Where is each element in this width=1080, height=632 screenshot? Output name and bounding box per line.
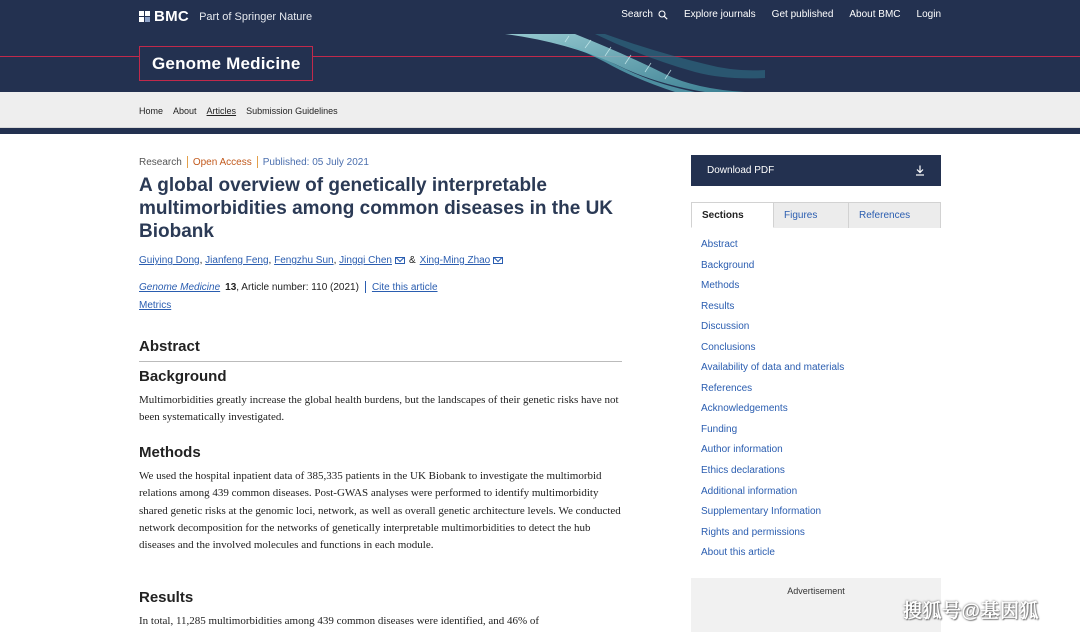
email-icon[interactable] bbox=[493, 257, 503, 264]
brand-tagline[interactable]: Part of Springer Nature bbox=[199, 10, 313, 23]
article-title: A global overview of genetically interpretable multimorbidities among common diseases in the UK Biobank bbox=[139, 175, 614, 242]
toc-item-about-article[interactable]: About this article bbox=[701, 547, 775, 559]
abstract-heading: Abstract bbox=[139, 338, 200, 355]
author-ampersand: & bbox=[408, 255, 416, 266]
toc-item-conclusions[interactable]: Conclusions bbox=[701, 341, 756, 353]
subnav-articles[interactable]: Articles bbox=[206, 106, 237, 116]
email-icon[interactable] bbox=[395, 257, 405, 264]
toc-item-rights[interactable]: Rights and permissions bbox=[701, 526, 805, 538]
cite-this-article-link[interactable]: Cite this article bbox=[371, 281, 438, 293]
toc-item-supplementary[interactable]: Supplementary Information bbox=[701, 506, 822, 518]
meta-divider bbox=[257, 156, 258, 168]
toc-item-acknowledgements[interactable]: Acknowledgements bbox=[701, 403, 788, 415]
abstract-divider bbox=[139, 361, 622, 362]
methods-heading: Methods bbox=[139, 444, 201, 461]
subnav-home[interactable]: Home bbox=[139, 106, 164, 116]
explore-journals-link[interactable]: Explore journals bbox=[683, 9, 756, 20]
article-meta bbox=[139, 156, 369, 168]
author-link[interactable]: Guiying Dong bbox=[139, 255, 200, 266]
brand[interactable] bbox=[139, 8, 312, 25]
results-heading: Results bbox=[139, 589, 194, 606]
top-nav bbox=[605, 9, 941, 20]
tab-references[interactable]: References bbox=[849, 202, 941, 228]
published-date: Published: 05 July 2021 bbox=[262, 156, 369, 168]
open-access-badge: Open Access bbox=[192, 156, 252, 168]
author-list: Guiying Dong , Jianfeng Feng , Fengzhu Sun , Jingqi Chen & Xing-Ming Zhao bbox=[139, 255, 503, 266]
download-pdf-button[interactable] bbox=[691, 155, 941, 186]
article-type: Research bbox=[139, 156, 182, 168]
about-bmc-link[interactable]: About BMC bbox=[849, 9, 901, 20]
journal-subnav bbox=[0, 92, 1080, 128]
sohu-watermark: 搜狐号@基因狐 bbox=[903, 601, 1040, 622]
header-bottom-stripe bbox=[0, 128, 1080, 134]
toc-item-results[interactable]: Results bbox=[701, 300, 735, 312]
toc-item-methods[interactable]: Methods bbox=[701, 280, 740, 292]
search-link[interactable] bbox=[621, 9, 668, 20]
subnav-about[interactable]: About bbox=[173, 106, 197, 116]
toc-item-ethics[interactable]: Ethics declarations bbox=[701, 465, 785, 477]
methods-text: We used the hospital inpatient data of 385,335 patients in the UK Biobank to investigate the multimorbid relations among 439 common diseases. Post-GWAS analyses were performed to identify multimorbidity shared genetic risks at the genomic loci, network, as well as overall genetic architecture levels. We conducted network decomposition for the networks of genetically interpretable multimorbidities to detect the hub diseases and the involved molecules and functions in each module. bbox=[139, 470, 621, 552]
citation-article-number: , Article number: 110 (2021) bbox=[236, 281, 359, 293]
results-text: In total, 11,285 multimorbidities among 439 common diseases were identified, and 46% of bbox=[139, 615, 540, 627]
top-header bbox=[0, 0, 1080, 34]
author-link[interactable]: Xing-Ming Zhao bbox=[419, 255, 491, 266]
toc-item-additional-information[interactable]: Additional information bbox=[701, 485, 798, 497]
author-link[interactable]: Fengzhu Sun bbox=[274, 255, 334, 266]
journal-banner bbox=[0, 34, 1080, 92]
section-toc bbox=[701, 237, 844, 566]
search-label: Search bbox=[621, 9, 653, 20]
tab-sections[interactable]: Sections bbox=[691, 202, 774, 228]
brand-name: BMC bbox=[154, 8, 190, 25]
toc-item-discussion[interactable]: Discussion bbox=[701, 321, 750, 333]
sidebar-tabs bbox=[691, 202, 941, 228]
search-icon bbox=[658, 10, 668, 20]
citation-line bbox=[139, 281, 438, 293]
citation-journal-link[interactable]: Genome Medicine bbox=[139, 281, 221, 293]
download-icon bbox=[915, 165, 925, 176]
toc-item-references[interactable]: References bbox=[701, 382, 753, 394]
meta-divider bbox=[187, 156, 188, 168]
toc-item-funding[interactable]: Funding bbox=[701, 423, 738, 435]
tab-figures[interactable]: Figures bbox=[774, 202, 849, 228]
get-published-link[interactable]: Get published bbox=[771, 9, 834, 20]
bmc-logo-icon bbox=[139, 11, 151, 23]
download-pdf-label: Download PDF bbox=[707, 165, 775, 176]
background-heading: Background bbox=[139, 368, 227, 385]
toc-item-abstract[interactable]: Abstract bbox=[701, 239, 738, 250]
toc-item-author-information[interactable]: Author information bbox=[701, 444, 783, 456]
metrics-link[interactable]: Metrics bbox=[139, 300, 172, 311]
toc-item-background[interactable]: Background bbox=[701, 259, 755, 271]
journal-title-box[interactable]: Genome Medicine bbox=[139, 46, 313, 81]
advertisement-label: Advertisement bbox=[787, 586, 845, 596]
citation-volume: 13 bbox=[225, 281, 237, 293]
citation-divider bbox=[365, 281, 366, 293]
banner-dna-artwork bbox=[505, 34, 765, 92]
author-link[interactable]: Jingqi Chen bbox=[339, 255, 392, 266]
background-text: Multimorbidities greatly increase the global health burdens, but the landscapes of their genetic risks have not been systematically investigated. bbox=[139, 394, 619, 424]
author-link[interactable]: Jianfeng Feng bbox=[205, 255, 269, 266]
subnav-submission-guidelines[interactable]: Submission Guidelines bbox=[246, 106, 338, 116]
toc-item-availability[interactable]: Availability of data and materials bbox=[701, 362, 845, 374]
login-link[interactable]: Login bbox=[916, 9, 941, 20]
bmc-logo[interactable] bbox=[139, 8, 189, 25]
